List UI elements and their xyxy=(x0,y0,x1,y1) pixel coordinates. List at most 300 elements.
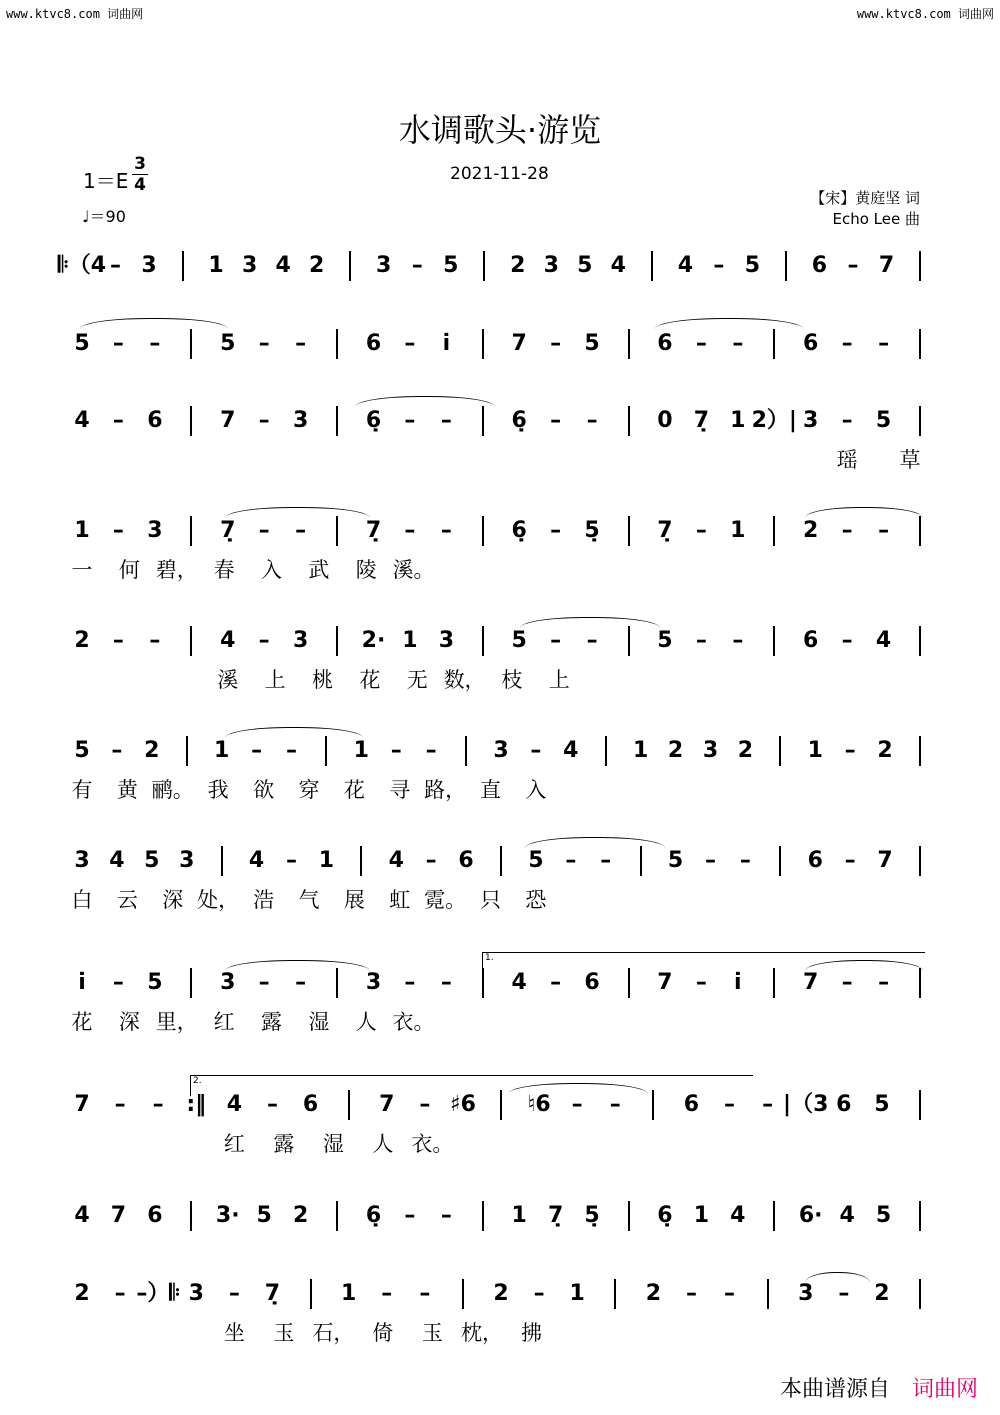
barline xyxy=(190,968,192,998)
song-title: 水调歌头·游览 xyxy=(398,111,602,149)
watermark-right: www.ktvc8.com 词曲网 xyxy=(856,7,994,21)
note: 1 xyxy=(569,1281,585,1306)
lyric-char: 处， xyxy=(197,888,240,912)
note: – xyxy=(266,1092,278,1117)
note: – xyxy=(838,1281,850,1306)
barline xyxy=(919,406,921,436)
note: – xyxy=(404,408,416,433)
note: 5̣ xyxy=(584,518,600,543)
barline xyxy=(500,846,502,876)
lyric-char: 何 xyxy=(118,558,140,582)
note: 4 xyxy=(677,253,694,278)
note: 6 xyxy=(365,331,382,356)
lyric-char: 红 xyxy=(223,1132,245,1156)
lyric-char: 黄 xyxy=(116,778,138,802)
note: – xyxy=(390,738,402,763)
slur xyxy=(655,318,803,329)
note: 𝄆（4 xyxy=(58,253,106,278)
barline xyxy=(483,251,485,281)
note: 4 xyxy=(74,1203,90,1228)
note: – xyxy=(695,331,707,356)
barline xyxy=(628,516,630,546)
barline xyxy=(482,626,484,656)
barline xyxy=(628,1201,630,1231)
lyric-char: 里， xyxy=(155,1010,198,1034)
note: 5 xyxy=(74,738,90,763)
note: 1 xyxy=(693,1203,710,1228)
barline xyxy=(628,626,630,656)
note: –）𝄆 xyxy=(136,1281,181,1306)
note: 5 xyxy=(584,331,600,356)
barline xyxy=(182,251,184,281)
note: – xyxy=(550,970,562,995)
barline xyxy=(605,736,607,766)
note: 6̣ xyxy=(657,1203,673,1228)
note: 4 xyxy=(730,1203,746,1228)
lyric-char: 石， xyxy=(312,1321,355,1345)
barline xyxy=(773,626,775,656)
lyric-char: 路， xyxy=(424,778,467,802)
note: – xyxy=(609,1092,621,1117)
note: 5 xyxy=(256,1203,272,1228)
note: 2 xyxy=(803,518,819,543)
note: 1 xyxy=(208,253,224,278)
note: 5 xyxy=(511,628,527,653)
note: 6 xyxy=(657,331,673,356)
note: – xyxy=(295,331,307,356)
note: – xyxy=(841,970,853,995)
note: – xyxy=(762,1092,774,1117)
note: 5 xyxy=(667,848,684,873)
note: 4 xyxy=(220,628,236,653)
lyric-char: 露 xyxy=(260,1010,282,1034)
note: – xyxy=(586,408,598,433)
note: – xyxy=(258,408,270,433)
lyric-char: 只 xyxy=(480,888,502,912)
note: – xyxy=(149,628,161,653)
lyric-char: 白 xyxy=(71,888,93,912)
lyric-char: 溪 xyxy=(217,668,239,692)
lyric-char: 坐 xyxy=(223,1321,245,1345)
note: 7̣ xyxy=(264,1281,281,1306)
lyric-char: 衣。 xyxy=(392,1010,435,1034)
note: – xyxy=(112,331,124,356)
note: – xyxy=(713,253,725,278)
lyric-char: 展 xyxy=(343,888,365,912)
lyric-char: 欲 xyxy=(253,778,275,802)
note: 4 xyxy=(563,738,579,763)
note: i̇ xyxy=(442,331,451,356)
note: 1 xyxy=(402,628,418,653)
note: – xyxy=(705,848,716,873)
note: – xyxy=(404,518,416,543)
note: 4 xyxy=(388,848,404,873)
note: – xyxy=(112,518,124,543)
note: 6 xyxy=(147,1203,163,1228)
note: 4 xyxy=(248,848,265,873)
lyric-char: 衣。 xyxy=(411,1132,454,1156)
note: – xyxy=(440,970,452,995)
lyric-char: 溪。 xyxy=(392,558,435,582)
note: – xyxy=(419,1281,431,1306)
lyric-char: 湿 xyxy=(308,1010,330,1034)
note: 7 xyxy=(511,331,527,356)
note: 6 xyxy=(584,970,600,995)
note: 1 xyxy=(74,518,90,543)
note: – xyxy=(425,848,437,873)
note: 3 xyxy=(702,738,719,763)
note: 6̣ xyxy=(511,408,527,433)
note: – xyxy=(419,1092,431,1117)
note: – xyxy=(695,970,707,995)
note: 7 xyxy=(74,1092,90,1117)
note: – xyxy=(685,1281,697,1306)
barline xyxy=(779,736,781,766)
note: 3 xyxy=(798,1281,814,1306)
barline xyxy=(360,846,362,876)
note: 2 xyxy=(667,738,684,763)
lyric-char: 深 xyxy=(118,1010,140,1034)
note: – xyxy=(286,848,297,873)
note: – xyxy=(411,253,423,278)
note: – xyxy=(114,1092,126,1117)
barline xyxy=(186,736,188,766)
lyric-char: 倚 xyxy=(372,1321,394,1345)
lyric-char: 入 xyxy=(260,558,282,582)
tempo-mark: ♩＝90 xyxy=(82,207,126,226)
barline xyxy=(919,736,921,766)
note: – xyxy=(732,628,744,653)
note: – xyxy=(425,738,437,763)
lyric-char: 数， xyxy=(443,668,486,692)
note: 3 xyxy=(365,970,382,995)
note: – xyxy=(228,1281,240,1306)
note: 0 xyxy=(657,408,673,433)
note: 3 xyxy=(803,408,819,433)
note: 6 xyxy=(836,1092,852,1117)
note: |（3 xyxy=(783,1092,829,1117)
note: i̇ xyxy=(78,970,86,995)
barline xyxy=(310,1279,312,1309)
note: 7̣ xyxy=(220,518,236,543)
barline xyxy=(482,516,484,546)
lyric-char: 人 xyxy=(355,1010,377,1034)
note: – xyxy=(878,331,890,356)
lyric-char: 枕， xyxy=(460,1321,503,1345)
note: 5 xyxy=(874,1092,890,1117)
lyric-char: 人 xyxy=(372,1132,394,1156)
lyricist-credit: 【宋】黄庭坚 词 xyxy=(810,189,920,207)
barline xyxy=(779,846,781,876)
barline xyxy=(462,1279,464,1309)
note: ♯6 xyxy=(449,1092,476,1117)
note: – xyxy=(286,738,297,763)
note: – xyxy=(695,628,707,653)
note: 2 xyxy=(645,1281,662,1306)
note: – xyxy=(530,738,542,763)
barline xyxy=(190,626,192,656)
slur xyxy=(805,1272,870,1283)
volta-bracket: 2. xyxy=(190,1075,753,1096)
footer-source: 本曲谱源自 xyxy=(779,1377,890,1402)
lyric-char: 瑶 xyxy=(836,448,858,472)
key-signature: 1＝E xyxy=(83,169,129,193)
barline xyxy=(651,251,653,281)
note: 6 xyxy=(458,848,474,873)
note: – xyxy=(841,408,853,433)
note: 1 xyxy=(318,848,335,873)
note: – xyxy=(258,518,270,543)
note: – xyxy=(404,1203,416,1228)
note: – xyxy=(600,848,612,873)
barline xyxy=(640,846,642,876)
note: 6· xyxy=(798,1203,823,1228)
lyric-char: 露 xyxy=(273,1132,295,1156)
note: 2 xyxy=(74,628,90,653)
note: 1 xyxy=(807,738,823,763)
barline xyxy=(336,329,338,359)
note: – xyxy=(565,848,577,873)
note: – xyxy=(844,738,856,763)
note: 2 xyxy=(144,738,160,763)
note: – xyxy=(112,970,124,995)
lyric-char: 桃 xyxy=(311,668,333,692)
lyric-char: 寻 xyxy=(389,778,411,802)
note: 2 xyxy=(493,1281,509,1306)
note: 4 xyxy=(839,1203,855,1228)
note: – xyxy=(841,331,853,356)
barline xyxy=(325,736,327,766)
lyric-char: 无 xyxy=(406,668,428,692)
slur xyxy=(805,507,923,518)
barline xyxy=(773,1201,775,1231)
lyric-char: 武 xyxy=(308,558,330,582)
lyric-char: 浩 xyxy=(253,888,275,912)
note: – xyxy=(114,1281,126,1306)
note: 5 xyxy=(220,331,236,356)
lyric-char: 穿 xyxy=(298,778,320,802)
note: 5 xyxy=(144,848,160,873)
note: 6 xyxy=(807,848,823,873)
note: 4 xyxy=(74,408,90,433)
note: 3 xyxy=(74,848,90,873)
note: 3 xyxy=(220,970,236,995)
lyric-char: 直 xyxy=(480,778,502,802)
lyric-char: 入 xyxy=(525,778,547,802)
note: 4 xyxy=(610,253,626,278)
note: 4 xyxy=(875,628,892,653)
note: – xyxy=(724,1092,736,1117)
slur xyxy=(80,318,228,329)
barline xyxy=(919,626,921,656)
barline xyxy=(919,251,921,281)
note: – xyxy=(258,970,270,995)
note: 4 xyxy=(511,970,527,995)
note: – xyxy=(258,628,270,653)
note: 3 xyxy=(493,738,509,763)
note: 2）| xyxy=(751,408,797,433)
note: 5 xyxy=(657,628,673,653)
note: – xyxy=(847,253,859,278)
barline xyxy=(919,516,921,546)
slur xyxy=(520,617,660,628)
barline xyxy=(336,626,338,656)
slur xyxy=(225,727,363,738)
lyric-char: 霓。 xyxy=(424,888,467,912)
note: 5̣ xyxy=(584,1203,600,1228)
time-numerator: 3 xyxy=(134,154,146,174)
barline xyxy=(919,1090,921,1120)
note: i̇ xyxy=(734,970,742,995)
note: 3 xyxy=(188,1281,204,1306)
composer-credit: Echo Lee 曲 xyxy=(832,210,920,228)
note: 1 xyxy=(730,408,746,433)
note: – xyxy=(533,1281,545,1306)
note: – xyxy=(440,518,452,543)
slur xyxy=(225,507,370,518)
slur xyxy=(225,960,370,971)
note: – xyxy=(550,518,562,543)
lyric-char: 云 xyxy=(116,888,138,912)
note: 6 xyxy=(683,1092,700,1117)
note: – xyxy=(878,518,890,543)
note: 3 xyxy=(241,253,258,278)
note: 6 xyxy=(147,408,163,433)
note: – xyxy=(152,1092,164,1117)
time-signature xyxy=(132,155,148,194)
note: – xyxy=(586,628,598,653)
lyric-char: 花 xyxy=(343,778,365,802)
barline xyxy=(336,968,338,998)
lyric-char: 鹂。 xyxy=(151,778,194,802)
note: ♮6 xyxy=(527,1092,551,1117)
note: – xyxy=(404,331,416,356)
note: 6̣ xyxy=(365,408,382,433)
note: 5 xyxy=(744,253,761,278)
barline xyxy=(482,406,484,436)
note: 7 xyxy=(803,970,819,995)
note: 3 xyxy=(438,628,454,653)
barline xyxy=(773,329,775,359)
lyric-char: 一 xyxy=(71,558,93,582)
note: 2 xyxy=(292,1203,309,1228)
lyric-char: 深 xyxy=(162,888,184,912)
note: 7 xyxy=(220,408,236,433)
lyric-char: 碧， xyxy=(155,558,198,582)
note: – xyxy=(110,253,122,278)
lyric-char: 草 xyxy=(899,448,921,472)
lyric-char: 上 xyxy=(264,668,286,692)
note: 2 xyxy=(877,738,893,763)
note: – xyxy=(550,408,562,433)
note: – xyxy=(258,331,270,356)
barline xyxy=(614,1279,616,1309)
note: – xyxy=(841,518,853,543)
lyric-char: 玉 xyxy=(421,1321,443,1345)
note: – xyxy=(739,848,751,873)
note: 7 xyxy=(110,1203,127,1228)
note: 7 xyxy=(379,1092,395,1117)
barline xyxy=(190,406,192,436)
barline xyxy=(628,329,630,359)
note: 6 xyxy=(302,1092,319,1117)
barline xyxy=(767,1279,769,1309)
note: 7 xyxy=(877,848,893,873)
barline xyxy=(773,516,775,546)
note: – xyxy=(381,1281,393,1306)
note: – xyxy=(112,628,124,653)
slur xyxy=(525,837,665,848)
barline xyxy=(336,516,338,546)
note: 7̣ xyxy=(657,518,673,543)
note: – xyxy=(844,848,856,873)
note: 5 xyxy=(443,253,459,278)
barline xyxy=(349,251,351,281)
barline xyxy=(221,846,223,876)
note: 7̣ xyxy=(365,518,382,543)
note: 6̣ xyxy=(511,518,527,543)
note: – xyxy=(295,518,307,543)
note: – xyxy=(550,628,562,653)
note: 3 xyxy=(292,628,309,653)
barline xyxy=(190,1201,192,1231)
note: – xyxy=(112,408,124,433)
note: 2 xyxy=(510,253,526,278)
note: 1 xyxy=(340,1281,357,1306)
note: 2 xyxy=(874,1281,890,1306)
song-date: 2021-11-28 xyxy=(450,164,549,184)
note: 5 xyxy=(577,253,593,278)
lyric-char: 上 xyxy=(548,668,570,692)
lyric-char: 陵 xyxy=(355,558,377,582)
note: – xyxy=(149,331,161,356)
note: – xyxy=(295,970,307,995)
lyric-char: 枝 xyxy=(501,668,523,692)
lyric-char: 我 xyxy=(207,778,229,802)
note: – xyxy=(878,970,890,995)
note: – xyxy=(732,331,744,356)
note: 4 xyxy=(275,253,291,278)
lyric-char: 春 xyxy=(213,558,235,582)
note: 2 xyxy=(74,1281,90,1306)
note: 7̣ xyxy=(693,408,710,433)
note: 5 xyxy=(875,1203,892,1228)
lyric-char: 恐 xyxy=(525,888,547,912)
note: 1 xyxy=(511,1203,527,1228)
barline xyxy=(190,516,192,546)
note: 7̣ xyxy=(547,1203,564,1228)
barline xyxy=(785,251,787,281)
note: – xyxy=(440,1203,452,1228)
barline xyxy=(482,1201,484,1231)
note: 3 xyxy=(147,518,163,543)
lyric-char: 红 xyxy=(213,1010,235,1034)
note: 1 xyxy=(353,738,369,763)
barline xyxy=(465,736,467,766)
note: 5 xyxy=(147,970,163,995)
note: 5 xyxy=(74,331,90,356)
note: 5 xyxy=(875,408,892,433)
lyric-char: 玉 xyxy=(273,1321,295,1345)
note: 7 xyxy=(878,253,895,278)
note: 1 xyxy=(730,518,746,543)
barline xyxy=(919,1201,921,1231)
lyric-char: 有 xyxy=(71,778,93,802)
barline xyxy=(482,329,484,359)
watermark-left: www.ktvc8.com 词曲网 xyxy=(6,7,144,21)
note: 3 xyxy=(179,848,195,873)
note: 1 xyxy=(214,738,230,763)
